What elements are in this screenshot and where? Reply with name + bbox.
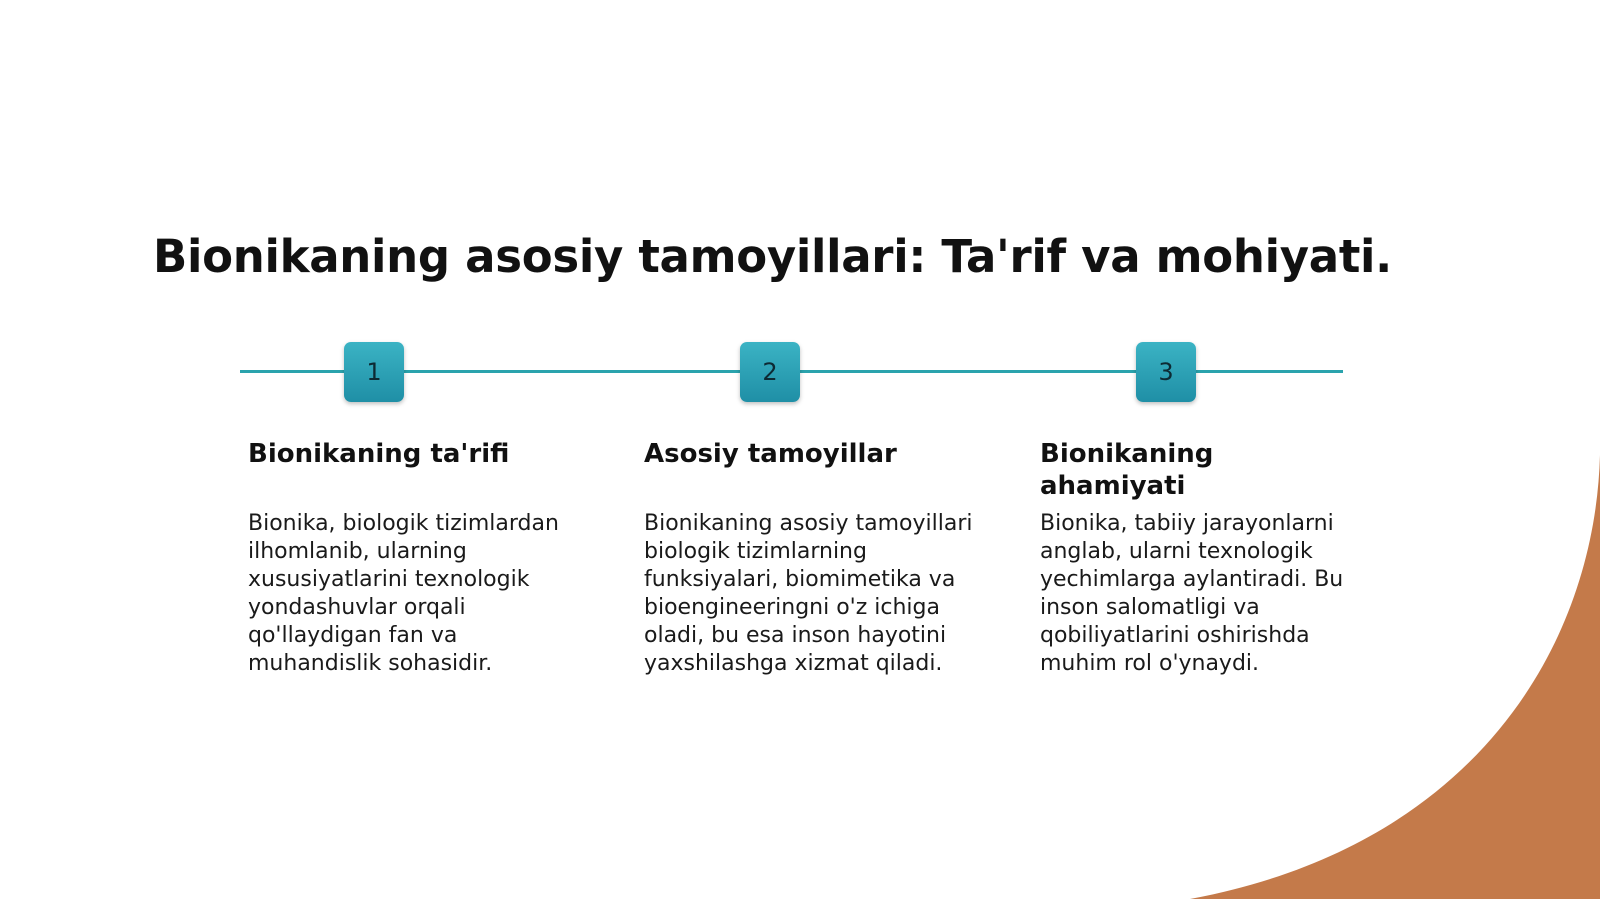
step-badge-3: 3 bbox=[1136, 342, 1196, 402]
step-description: Bionika, biologik tizimlardan ilhomlanib, ularning xususiyatlarini texnologik yondashuvlar orqali qo'llaydigan fan va muhandislik sohasidir. bbox=[248, 511, 559, 676]
step-badge-1: 1 bbox=[344, 342, 404, 402]
step-heading: Bionikaning ta'rifi bbox=[248, 439, 510, 469]
step-badge-2: 2 bbox=[740, 342, 800, 402]
step-column-2 bbox=[644, 438, 974, 676]
slide-title: Bionikaning asosiy tamoyillari: Ta'rif va mohiyati. bbox=[153, 230, 1392, 283]
step-column-1 bbox=[248, 438, 578, 676]
step-description: Bionika, tabiiy jarayonlarni anglab, ularni texnologik yechimlarga aylantiradi. Bu inson salomatligi va qobiliyatlarini oshirishda muhim rol o'ynaydi. bbox=[1040, 511, 1344, 676]
step-column-3 bbox=[1040, 438, 1360, 676]
step-heading: Asosiy tamoyillar bbox=[644, 439, 897, 469]
step-heading: Bionikaning ahamiyati bbox=[1040, 439, 1214, 501]
step-description: Bionikaning asosiy tamoyillari biologik tizimlarning funksiyalari, biomimetika va bioengineeringni o'z ichiga oladi, bu esa inson hayotini yaxshilashga xizmat qiladi. bbox=[644, 511, 973, 676]
